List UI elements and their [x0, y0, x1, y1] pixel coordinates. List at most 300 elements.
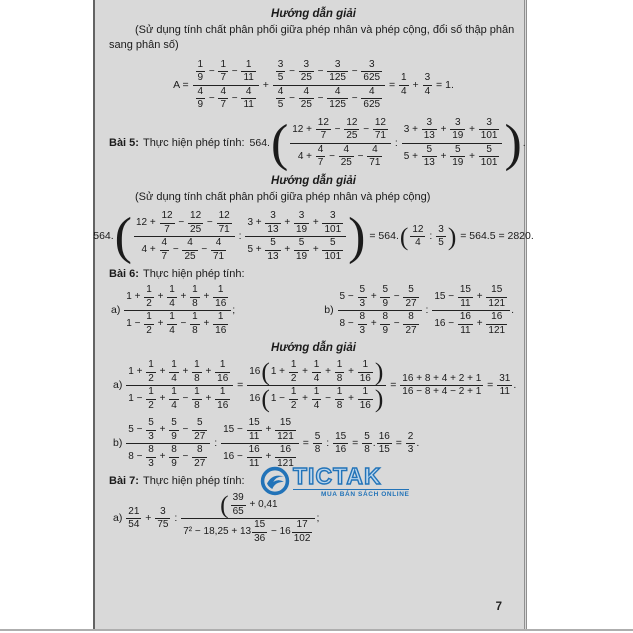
solution-note-1: (Sử dụng tính chất phân phối giữa phép nhân và phép cộng, đổi số thập phân sang phân số): [109, 24, 515, 52]
math-mfrac: [169, 359, 179, 385]
math-mnum: 1: [190, 311, 200, 325]
math-mfrac: [190, 311, 200, 337]
math-mnum: 15: [247, 417, 262, 431]
math-mden: 2: [148, 372, 154, 384]
math-mtext: −: [177, 318, 190, 330]
math-mrow: [126, 284, 229, 310]
math-mden: 5: [277, 72, 284, 84]
math-mfrac: [335, 359, 345, 385]
math-mrow: [409, 224, 446, 250]
math-mfrac: [193, 59, 259, 112]
math-mfrac: [358, 284, 368, 310]
math-mtext: .: [511, 304, 514, 317]
math-mtext: +: [154, 291, 167, 303]
math-mden: 4: [415, 237, 421, 249]
math-mfrac: [479, 117, 500, 143]
math-mfrac: [294, 237, 309, 263]
math-mnum: 5: [403, 284, 418, 298]
math-mtext: +: [299, 366, 311, 378]
math-mfrac: [422, 144, 437, 170]
solution-heading-2: Hướng dẫn giải: [271, 174, 356, 187]
math-mgroup: [399, 221, 457, 251]
math-mtext: 5 +: [403, 150, 421, 162]
math-mden: 625: [363, 72, 381, 84]
math-mfrac: [276, 59, 286, 85]
bai6-problem-line: [109, 268, 518, 280]
math-mtext: −: [314, 65, 327, 77]
math-mnum: 12: [188, 210, 203, 224]
bai5-problem-line: [109, 114, 526, 172]
math-mfrac: [213, 284, 228, 310]
math-mfrac: [218, 59, 228, 85]
math-mtext: 1 +: [270, 366, 288, 378]
math-mnum: 4: [196, 86, 206, 100]
math-mtext: +: [142, 512, 155, 525]
math-mnum: 4: [299, 86, 314, 100]
math-mnum: 12: [373, 117, 388, 131]
math-mnum: 12: [217, 210, 232, 224]
math-mnum: 1: [144, 284, 154, 298]
math-mnum: 2: [406, 431, 416, 445]
bai6-problem-a: [111, 284, 235, 337]
math-mrow: [133, 210, 347, 263]
math-mnum: 1: [192, 359, 202, 373]
math-mnum: 1: [213, 284, 228, 298]
math-mden: 101: [324, 250, 342, 262]
math-mden: 2: [146, 297, 152, 309]
math-mparen: ): [374, 357, 384, 387]
math-mden: 11: [248, 430, 260, 442]
math-mden: 9: [171, 430, 177, 442]
math-mden: 71: [213, 250, 225, 262]
math-mfrac: [188, 210, 203, 236]
math-mtext: b): [324, 304, 337, 317]
math-mden: 7: [317, 157, 324, 169]
math-mfrac: [344, 117, 359, 143]
math-mden: [273, 86, 385, 112]
math-mtext: −: [204, 217, 216, 229]
math-mden: 25: [300, 72, 312, 84]
math-mtext: 16: [249, 366, 261, 378]
math-mfrac: [406, 431, 416, 457]
book-page: [93, 0, 534, 629]
bai6-text: Thực hiện phép tính:: [142, 268, 245, 281]
math-mden: 5: [438, 237, 444, 249]
math-mnum: 1: [167, 311, 177, 325]
math-mnum: 12: [160, 210, 175, 224]
math-mnum: 16: [275, 444, 296, 458]
math-mfrac: [327, 59, 348, 85]
math-mnum: 8: [192, 444, 207, 458]
math-mtext: +: [466, 123, 478, 135]
math-mfrac: [338, 284, 422, 337]
math-mcontent: [271, 359, 374, 385]
math-mfrac: [316, 144, 326, 170]
bottom-rule: [0, 629, 633, 631]
math-mnum: [245, 210, 346, 237]
math-mden: 7: [161, 250, 168, 262]
math-mnum: 1: [169, 359, 179, 373]
math-mtext: +: [437, 123, 450, 135]
math-mfrac: [192, 417, 207, 443]
math-mnum: 16: [247, 444, 262, 458]
math-mnum: [134, 210, 235, 237]
math-mtext: :: [422, 304, 432, 317]
math-mtext: +: [345, 393, 357, 405]
math-mnum: 1: [144, 311, 154, 325]
math-mden: 9: [382, 297, 389, 309]
math-mtext: =: [387, 379, 400, 392]
math-mnum: 1: [213, 311, 228, 325]
math-mcontent: [409, 224, 446, 250]
math-mfrac: [190, 284, 200, 310]
math-mnum: 12: [344, 117, 359, 131]
math-mnum: 8: [358, 311, 368, 325]
math-mrow: [247, 210, 344, 236]
math-mnum: [221, 417, 299, 444]
math-mnum: [193, 59, 259, 86]
math-mden: 8: [364, 444, 370, 456]
math-mparen: (: [270, 114, 289, 172]
math-mfrac: [377, 431, 392, 457]
math-mfrac: [479, 144, 500, 170]
math-mtext: =: [299, 437, 312, 450]
math-mnum: 5: [146, 417, 156, 431]
bai5-expression: [249, 114, 526, 172]
math-mnum: 5: [422, 144, 437, 158]
math-mden: 101: [324, 223, 342, 235]
solution-heading-3: Hướng dẫn giải: [271, 342, 356, 355]
math-mrow: [289, 117, 503, 170]
math-mrow: [402, 386, 481, 398]
math-mrow: [142, 237, 228, 263]
math-mtext: −: [286, 92, 298, 104]
math-mtext: +: [345, 366, 357, 378]
math-mrow: [340, 284, 420, 310]
math-mden: 4: [424, 85, 431, 97]
math-mden: 36: [254, 532, 266, 544]
math-mfrac: [450, 144, 465, 170]
math-mtext: + 0,41: [246, 499, 278, 511]
math-mden: 4: [313, 399, 320, 411]
math-mnum: 3: [265, 210, 280, 224]
math-mrow: [340, 311, 420, 337]
math-mden: 121: [488, 297, 506, 309]
math-mden: 19: [452, 130, 464, 142]
math-mnum: 4: [182, 237, 197, 251]
solution-note-2: (Sử dụng tính chất phân phối giữa phép nhân và phép cộng): [135, 190, 431, 203]
math-mfrac: [299, 86, 314, 112]
math-mtext: 1 +: [128, 366, 146, 378]
math-mrow: [136, 210, 233, 236]
math-mtext: b): [113, 437, 126, 450]
math-mden: 4: [169, 324, 175, 336]
math-mfrac: [436, 224, 446, 250]
math-mtext: .: [513, 379, 517, 392]
math-mnum: 1: [358, 359, 373, 373]
math-mden: [245, 237, 346, 263]
math-mnum: 1: [289, 386, 299, 400]
math-mfrac: [276, 86, 286, 112]
math-mfrac: [231, 492, 246, 518]
math-mtext: 15 −: [434, 291, 457, 303]
math-mden: 16: [217, 399, 229, 411]
math-mnum: 39: [231, 492, 246, 506]
math-mtext: 12 +: [292, 123, 315, 135]
math-mrow: [128, 386, 231, 412]
math-mden: 121: [277, 430, 294, 442]
math-mfrac: [450, 117, 465, 143]
bai5-solution: [93, 208, 534, 265]
math-mnum: [124, 284, 231, 311]
math-mnum: 17: [292, 519, 313, 533]
math-mfrac: [361, 86, 382, 112]
math-mnum: 1: [190, 284, 200, 298]
math-mrow: [275, 59, 383, 85]
math-mtext: 1 −: [128, 393, 146, 405]
math-mden: 16: [215, 324, 227, 336]
math-mfrac: [373, 117, 388, 143]
math-mfrac: [292, 519, 313, 545]
math-mden: 3: [359, 297, 366, 309]
math-mnum: 1: [358, 386, 373, 400]
math-mrow: [93, 210, 534, 263]
math-mden: 125: [329, 99, 346, 111]
math-mfrac: [410, 224, 425, 250]
math-mnum: 1: [192, 386, 202, 400]
math-mrow: [404, 117, 501, 143]
math-mnum: 3: [422, 117, 437, 131]
math-mden: 8: [314, 444, 321, 456]
math-mnum: 4: [361, 86, 382, 100]
math-mden: 2: [290, 372, 297, 384]
math-mnum: 4: [339, 144, 354, 158]
math-mtext: +: [299, 393, 311, 405]
math-mfrac: [380, 311, 390, 337]
math-mfrac: [144, 311, 154, 337]
math-mnum: 3: [436, 224, 446, 238]
math-mfrac: [196, 59, 206, 85]
math-mden: 11: [243, 99, 254, 111]
math-mtext: +: [262, 424, 275, 436]
math-mrow: [324, 284, 514, 337]
math-mtext: −: [179, 451, 192, 463]
bai6-label: Bài 6:: [109, 268, 139, 281]
math-mfrac: [362, 431, 372, 457]
math-mden: 3: [407, 444, 414, 456]
math-mden: 9: [171, 457, 177, 469]
math-mden: 19: [295, 223, 308, 235]
math-mtext: 5 −: [128, 424, 146, 436]
math-mnum: 21: [126, 506, 141, 520]
math-mtext: +: [156, 393, 169, 405]
math-mden: 16: [215, 297, 227, 309]
math-mrow: [249, 114, 526, 172]
math-mtext: − 16: [268, 526, 291, 538]
math-mfrac: [245, 210, 346, 263]
math-mden: [247, 386, 386, 412]
math-mden: 2: [290, 399, 297, 411]
math-mfrac: [380, 284, 390, 310]
math-mtext: 7² − 18,25 + 13: [183, 526, 252, 538]
math-mnum: 8: [146, 444, 156, 458]
math-mtext: −: [170, 244, 182, 256]
math-mden: 16: [335, 444, 347, 456]
math-mnum: 4: [218, 86, 228, 100]
math-mden: 9: [197, 72, 204, 84]
math-mtext: −: [175, 217, 188, 229]
math-mden: [290, 144, 391, 170]
math-mden: 16: [359, 399, 371, 411]
math-mden: 625: [363, 99, 381, 111]
math-mparen: (: [114, 208, 132, 265]
math-mfrac: [486, 284, 507, 310]
math-mden: 11: [248, 457, 260, 469]
math-mnum: 5: [294, 237, 309, 251]
math-mfrac: [400, 373, 483, 398]
math-mfrac: [432, 284, 510, 337]
math-mtext: ;: [232, 304, 236, 317]
math-mden: 25: [184, 250, 196, 262]
math-mfrac: [124, 284, 231, 337]
math-mfrac: [289, 359, 299, 385]
math-mden: 16: [217, 372, 229, 384]
math-mfrac: [192, 444, 207, 470]
math-mnum: 3: [299, 59, 314, 73]
math-mfrac: [218, 86, 228, 112]
math-mtext: =: [392, 437, 405, 450]
math-mparen: ): [447, 221, 457, 251]
math-mnum: 4: [241, 86, 255, 100]
math-mden: 11: [243, 72, 254, 84]
math-mtext: :: [426, 230, 436, 243]
math-mtext: +: [368, 318, 380, 330]
math-mnum: 8: [380, 311, 390, 325]
math-mnum: 3: [423, 72, 433, 86]
math-mden: 27: [194, 430, 206, 442]
math-mnum: [402, 117, 503, 144]
math-mden: [432, 311, 510, 337]
math-mden: 25: [340, 157, 352, 169]
math-mnum: 5: [322, 237, 343, 251]
tictak-logo-icon: [259, 465, 291, 497]
math-mrow: [402, 373, 481, 385]
math-mnum: [126, 417, 210, 444]
math-mtext: 1 +: [126, 291, 144, 303]
math-mtext: a): [113, 512, 126, 525]
math-mtext: −: [206, 65, 218, 77]
math-mfrac: [358, 386, 373, 412]
math-mtext: 1 −: [126, 318, 144, 330]
math-mtext: 564.: [249, 136, 270, 149]
bai7-text: Thực hiện phép tính:: [142, 475, 245, 488]
math-mfrac: [403, 284, 418, 310]
math-mtext: −: [229, 92, 241, 104]
math-mtext: +: [466, 150, 478, 162]
math-mtext: −: [348, 65, 361, 77]
math-mden: 8: [336, 399, 343, 411]
math-mnum: [290, 117, 391, 144]
math-mtext: .: [416, 437, 420, 450]
math-mnum: 3: [479, 117, 500, 131]
math-mtext: −: [391, 291, 403, 303]
math-mfrac: [169, 444, 179, 470]
math-mtext: +: [200, 291, 213, 303]
math-mnum: 4: [316, 144, 326, 158]
math-mden: 27: [405, 297, 417, 309]
math-mfrac: [486, 311, 507, 337]
math-mnum: 4: [276, 86, 286, 100]
math-mtext: = 564.5 = 2820.: [457, 230, 534, 243]
math-mtext: +: [310, 244, 322, 256]
math-mrow: [128, 359, 231, 385]
math-mrow: [173, 59, 454, 112]
math-mrow: [271, 386, 374, 412]
math-mnum: 15: [458, 284, 473, 298]
math-mnum: 1: [196, 59, 206, 73]
math-mtext: +: [156, 451, 169, 463]
math-mtext: 16 + 8 + 4 + 2 + 1: [402, 373, 482, 385]
math-mnum: 5: [358, 284, 368, 298]
math-mrow: [249, 359, 384, 385]
math-mtext: :: [171, 512, 181, 525]
math-mtext: +: [473, 291, 486, 303]
tictak-logo: [259, 465, 409, 499]
math-mtext: +: [200, 318, 213, 330]
math-mfrac: [215, 386, 230, 412]
math-mnum: 15: [275, 417, 296, 431]
math-mtext: −: [354, 150, 367, 162]
math-mden: 11: [499, 386, 510, 398]
math-mnum: 1: [146, 386, 156, 400]
math-mnum: 3: [450, 117, 465, 131]
math-mtext: 3 +: [403, 123, 421, 135]
math-mfrac: [299, 59, 314, 85]
math-mfrac: [289, 386, 299, 412]
math-mfrac: [167, 311, 177, 337]
math-mfrac: [399, 72, 409, 98]
math-mtext: 564.: [93, 230, 114, 243]
math-mtext: 16 −: [434, 318, 457, 330]
bai6-problems-row: [109, 284, 518, 337]
math-mgroup: [260, 386, 384, 412]
math-mden: 3: [148, 430, 154, 442]
math-mnum: 1: [218, 59, 228, 73]
math-mnum: [338, 284, 422, 311]
math-mtext: 1 −: [270, 393, 288, 405]
math-mden: 4: [169, 297, 175, 309]
math-mtext: +: [262, 451, 275, 463]
math-mden: 13: [267, 250, 279, 262]
math-mfrac: [265, 210, 280, 236]
math-mfrac: [361, 59, 382, 85]
math-mrow: [113, 359, 516, 412]
bai6-problem-b: [324, 284, 514, 337]
math-mfrac: [333, 431, 348, 457]
math-mfrac: [402, 117, 503, 170]
math-mden: 125: [329, 72, 346, 84]
math-mfrac: [316, 117, 331, 143]
math-mparen: ): [504, 114, 522, 172]
math-mtext: 12 +: [135, 217, 159, 229]
math-mtext: −: [179, 424, 192, 436]
math-mfrac: [126, 417, 210, 470]
math-mtext: −: [360, 123, 372, 135]
math-mden: 71: [218, 223, 230, 235]
math-mrow: [247, 237, 344, 263]
math-mtext: +: [179, 366, 192, 378]
math-mnum: 12: [410, 224, 425, 238]
